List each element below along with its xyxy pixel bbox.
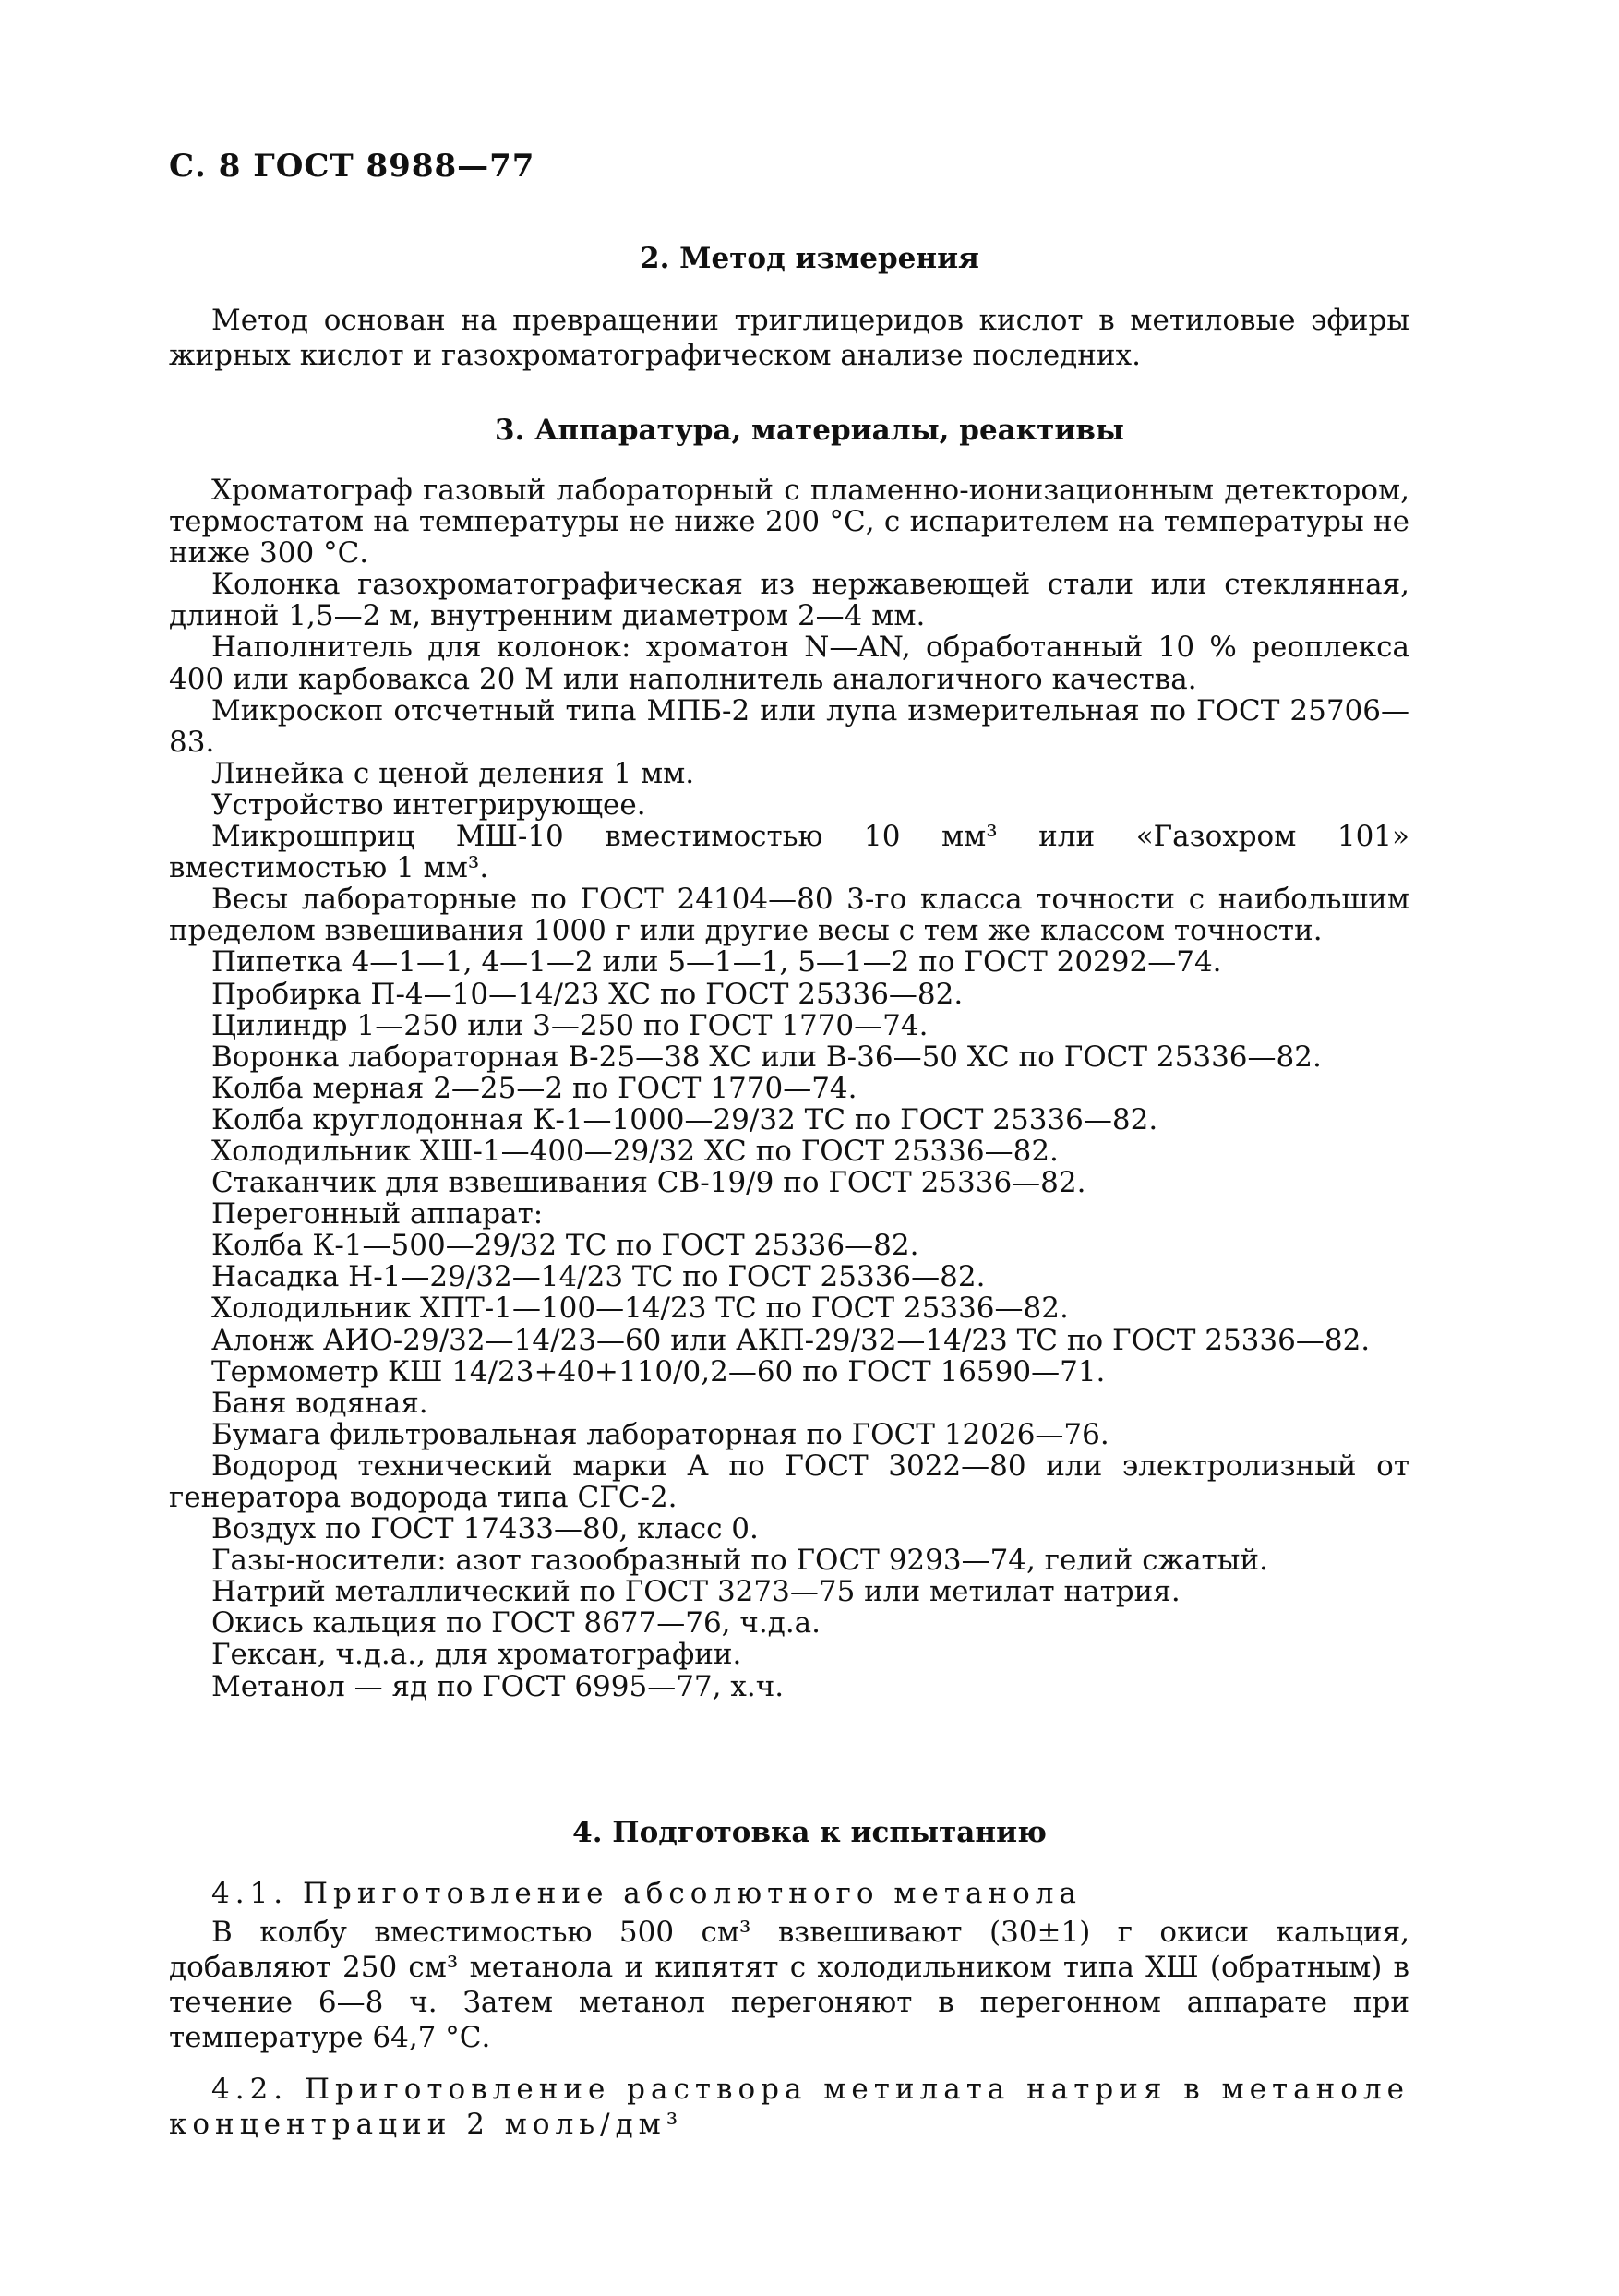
- list-item: Микрошприц МШ-10 вместимостью 10 мм³ или «Газохром 101» вместимостью 1 мм³.: [169, 820, 1409, 885]
- list-item: Воздух по ГОСТ 17433—80, класс 0.: [211, 1512, 759, 1546]
- list-item: Гексан, ч.д.а., для хроматографии.: [211, 1638, 742, 1672]
- list-item: Холодильник ХШ-1—400—29/32 ХС по ГОСТ 25336—82.: [211, 1134, 1059, 1168]
- list-item: Алонж АИО-29/32—14/23—60 или АКП-29/32—14/23 ТС по ГОСТ 25336—82.: [211, 1323, 1371, 1357]
- list-item: Колба мерная 2—25—2 по ГОСТ 1770—74.: [211, 1071, 857, 1105]
- list-item: Пипетка 4—1—1, 4—1—2 или 5—1—1, 5—1—2 по ГОСТ 20292—74.: [211, 945, 1222, 980]
- list-item: Газы-носители: азот газообразный по ГОСТ 9293—74, гелий сжатый.: [211, 1544, 1268, 1578]
- list-item: Холодильник ХПТ-1—100—14/23 ТС по ГОСТ 25336—82.: [211, 1292, 1069, 1326]
- section-2-text: Метод основан на превращении триглицеридов кислот в метиловые эфиры жирных кислот и газохроматографическом анализе последних.: [169, 304, 1409, 372]
- list-item: Линейка с ценой деления 1 мм.: [211, 756, 695, 790]
- list-item: Колонка газохроматографическая из нержавеющей стали или стеклянная, длиной 1,5—2 м, внутренним диаметром 2—4 мм.: [169, 568, 1409, 633]
- list-item: Устройство интегрирующее.: [211, 787, 646, 822]
- list-item: Колба круглодонная К-1—1000—29/32 ТС по ГОСТ 25336—82.: [211, 1102, 1158, 1136]
- page-header: С. 8 ГОСТ 8988—77: [169, 148, 535, 185]
- list-item: Хроматограф газовый лабораторный с пламенно-ионизационным детектором, термостатом на температуры не ниже 200 °С, с испарителем на температуры не ниже 300 °С.: [169, 474, 1409, 571]
- list-item: Термометр КШ 14/23+40+110/0,2—60 по ГОСТ 16590—71.: [211, 1354, 1106, 1388]
- list-item: Перегонный аппарат:: [211, 1197, 544, 1232]
- subsection-4-2-title: 4.2. Приготовление раствора метилата натрия в метаноле концентрации 2 моль/дм³: [169, 2073, 1409, 2141]
- list-item: Стаканчик для взвешивания СВ-19/9 по ГОСТ 25336—82.: [211, 1166, 1086, 1200]
- section-4-title: 4. Подготовка к испытанию: [572, 1816, 1047, 1849]
- list-item: Метанол — яд по ГОСТ 6995—77, х.ч.: [211, 1669, 785, 1703]
- list-item: Пробирка П-4—10—14/23 ХС по ГОСТ 25336—82.: [211, 977, 964, 1011]
- list-item: Наполнитель для колонок: хроматон N—AN, обработанный 10 % реоплекса 400 или карбовакса 20 М или наполнитель аналогичного качества.: [169, 631, 1409, 696]
- list-item: Водород технический марки А по ГОСТ 3022—80 или электролизный от генератора водорода типа СГС-2.: [169, 1449, 1409, 1514]
- list-item: Бумага фильтровальная лабораторная по ГОСТ 12026—76.: [211, 1417, 1109, 1451]
- subsection-4-1-text: В колбу вместимостью 500 см³ взвешивают (30±1) г окиси кальция, добавляют 250 см³ метанола и кипятят с холодильником типа ХШ (обратным) в течение 6—8 ч. Затем метанол перегоняют в перегонном аппарате при температуре 64,7 °С.: [169, 1916, 1409, 2054]
- list-item: Воронка лабораторная В-25—38 ХС или В-36—50 ХС по ГОСТ 25336—82.: [211, 1040, 1322, 1074]
- section-2-title: 2. Метод измерения: [640, 242, 979, 275]
- list-item: Натрий металлический по ГОСТ 3273—75 или метилат натрия.: [211, 1575, 1181, 1609]
- section-3-title: 3. Аппаратура, материалы, реактивы: [495, 414, 1124, 447]
- list-item: Цилиндр 1—250 или 3—250 по ГОСТ 1770—74.: [211, 1008, 929, 1042]
- list-item: Окись кальция по ГОСТ 8677—76, ч.д.а.: [211, 1606, 821, 1641]
- list-item: Баня водяная.: [211, 1386, 428, 1420]
- list-item: Насадка Н-1—29/32—14/23 ТС по ГОСТ 25336—82.: [211, 1260, 986, 1294]
- list-item: Весы лабораторные по ГОСТ 24104—80 3-го класса точности с наибольшим пределом взвешивания 1000 г или другие весы с тем же классом точности.: [169, 883, 1409, 948]
- subsection-4-1-title: 4.1. Приготовление абсолютного метанола: [211, 1877, 1082, 1910]
- list-item: Микроскоп отсчетный типа МПБ-2 или лупа измерительная по ГОСТ 25706—83.: [169, 693, 1409, 759]
- apparatus-list: [169, 475, 1409, 1702]
- list-item: Колба К-1—500—29/32 ТС по ГОСТ 25336—82.: [211, 1229, 919, 1263]
